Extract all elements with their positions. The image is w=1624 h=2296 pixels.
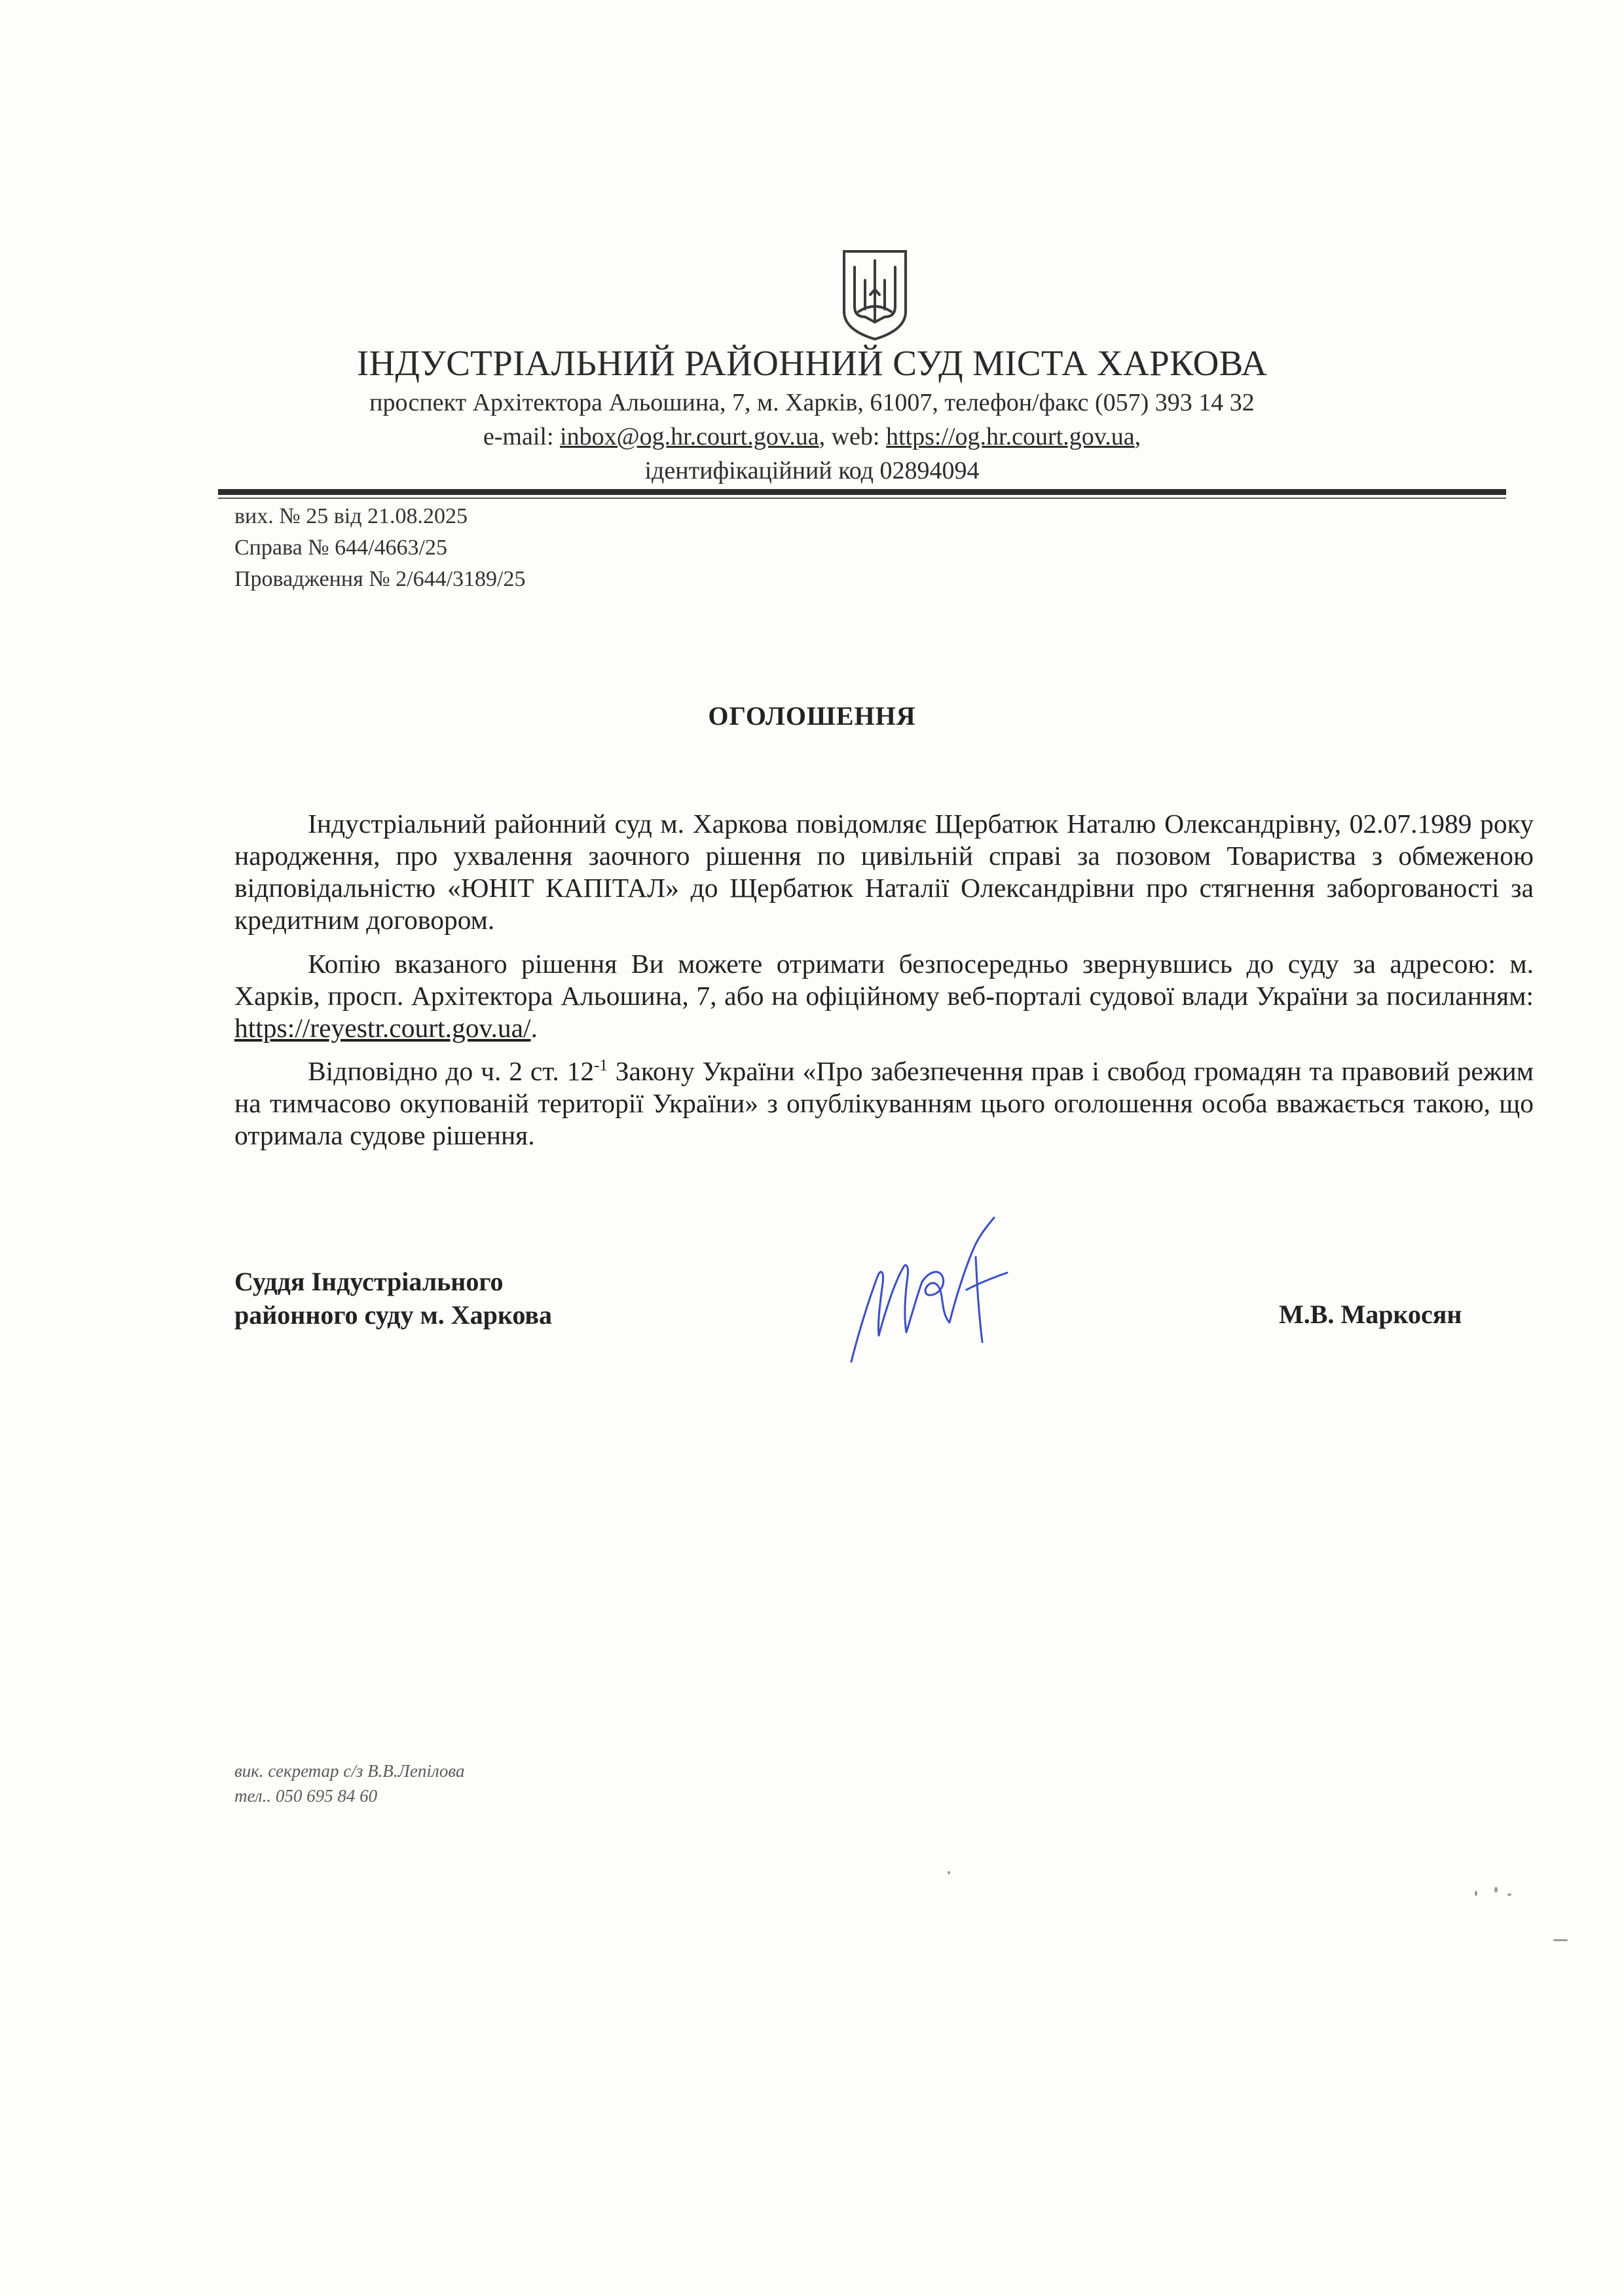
scan-speck — [948, 1871, 950, 1874]
article-superscript: -1 — [594, 1057, 608, 1075]
case-number: Справа № 644/4663/25 — [234, 536, 447, 560]
executor-line: вик. секретар с/з В.В.Лепілова — [234, 1761, 465, 1781]
email-label: e-mail: — [483, 423, 561, 450]
paragraph-text: Індустріальний районний суд м. Харкова повідомляє Щербатюк Наталю Олександрівну, 02.07.1989 року народження, про ухвалення заочного рішення по цивільній справі за позовом Товариства з обмеженою відповідальністю «ЮНІТ КАПІТАЛ» до Щербатюк Наталії Олександрівни про стягнення заборгованості за кредитним договором. — [234, 809, 1534, 935]
executor-phone: тел.. 050 695 84 60 — [234, 1786, 378, 1806]
body-paragraph-2 — [234, 948, 1534, 1044]
web-label: , web: — [819, 423, 886, 450]
web-link[interactable]: https://og.hr.court.gov.ua — [885, 423, 1135, 450]
handwritten-signature — [838, 1205, 1035, 1375]
outgoing-number: вих. № 25 від 21.08.2025 — [234, 504, 468, 528]
coat-of-arms-icon — [839, 249, 911, 342]
scan-speck — [1494, 1887, 1498, 1893]
paragraph-text-end: Закону України «Про забезпечення прав і свобод громадян та правовий режим на тимчасово окупованій території України» з опублікуванням цього оголошення особа вважається такою, що отримала судове рішення. — [234, 1056, 1534, 1150]
judge-title-line-2: районного суду м. Харкова — [234, 1300, 552, 1330]
body-paragraph-1 — [234, 808, 1534, 936]
court-name: ІНДУСТРІАЛЬНИЙ РАЙОННИЙ СУД МІСТА ХАРКОВА — [356, 343, 1268, 383]
document-title: ОГОЛОШЕННЯ — [708, 701, 916, 731]
paragraph-text-start: Відповідно до ч. 2 ст. 12 — [308, 1056, 595, 1086]
paragraph-end: . — [530, 1013, 538, 1043]
scan-speck — [1475, 1891, 1477, 1896]
scan-speck — [1507, 1893, 1511, 1896]
scan-speck — [1553, 1939, 1568, 1941]
header-rule — [218, 489, 1506, 495]
court-contacts — [0, 422, 1624, 451]
header-rule-thin — [218, 498, 1506, 499]
email-link[interactable]: inbox@og.hr.court.gov.ua — [560, 423, 819, 450]
paragraph-text: Копію вказаного рішення Ви можете отримати безпосередньо звернувшись до суду за адресою: м. Харків, просп. Архітектора Альошина, 7, або на офіційному веб-порталі судової влади України за посиланням: — [234, 949, 1534, 1011]
registry-link[interactable]: https://reyestr.court.gov.ua/ — [234, 1013, 531, 1043]
body-paragraph-3 — [234, 1055, 1534, 1152]
court-id-code: ідентифікаційний код 02894094 — [644, 457, 980, 484]
judge-name: М.В. Маркосян — [1279, 1300, 1462, 1329]
web-suffix: , — [1134, 423, 1141, 450]
proceeding-number: Провадження № 2/644/3189/25 — [234, 567, 526, 591]
court-address: проспект Архітектора Альошина, 7, м. Харків, 61007, телефон/факс (057) 393 14 32 — [369, 389, 1255, 416]
judge-title-line-1: Суддя Індустріального — [234, 1267, 504, 1296]
judge-title — [234, 1265, 552, 1332]
